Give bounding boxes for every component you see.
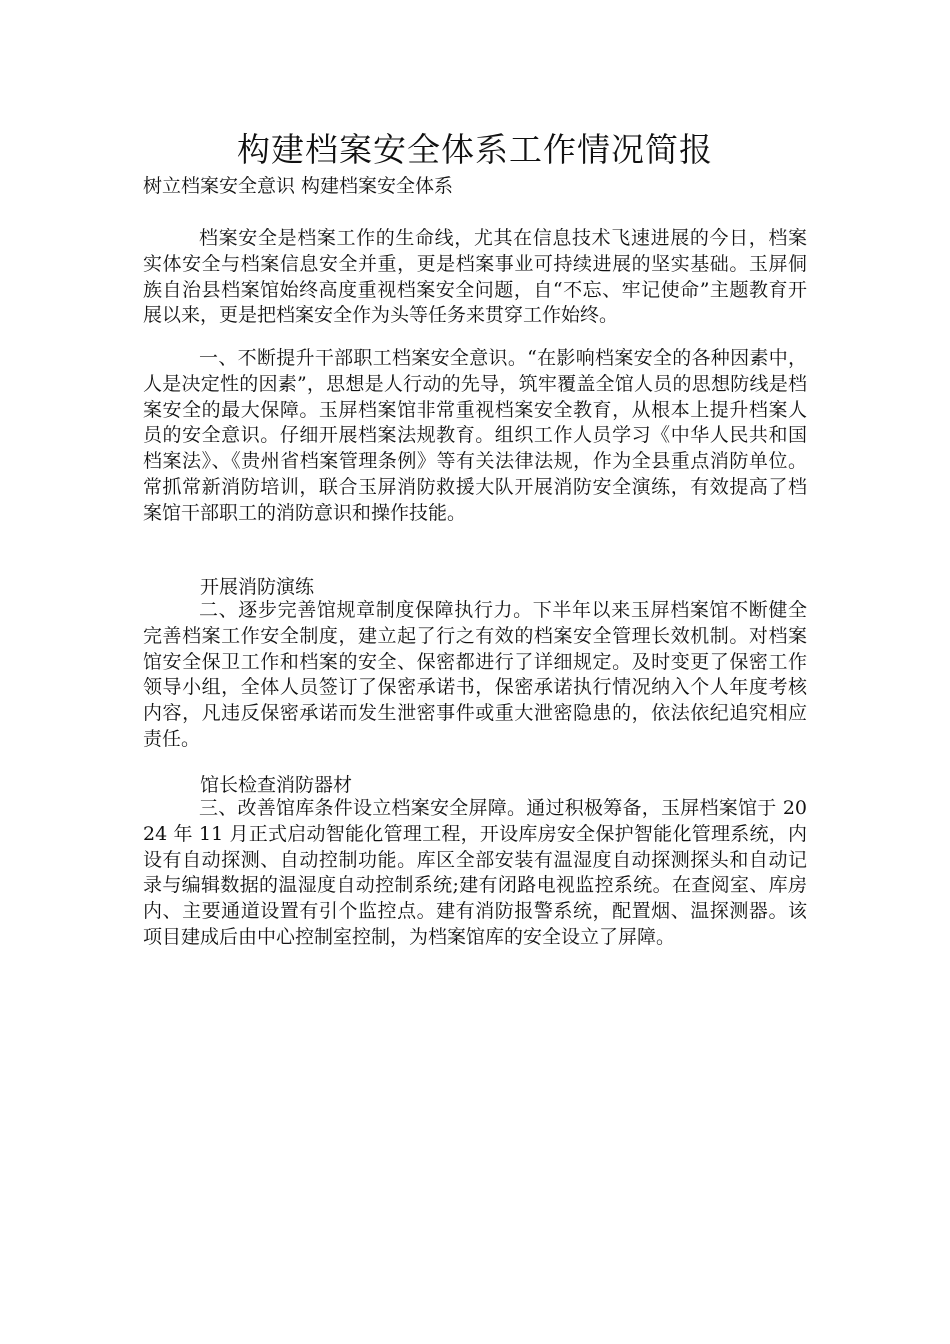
section-1-paragraph: 一、不断提升干部职工档案安全意识。“在影响档案安全的各种因素中，人是决定性的因素”，思想是人行动的先导，筑牢覆盖全馆人员的思想防线是档案安全的最大保障。玉屏档案馆非常重视档案安全教育，从根本上提升档案人员的安全意识。仔细开展档案法规教育。组织工作人员学习《中华人民共和国档案法》、《贵州省档案管理条例》等有关法律法规，作为全县重点消防单位。常抓常新消防培训，联合玉屏消防救援大队开展消防安全演练，有效提高了档案馆干部职工的消防意识和操作技能。 <box>143 347 807 524</box>
photo-caption-fire-drill: 开展消防演练 <box>200 576 315 598</box>
section-2-paragraph: 二、逐步完善馆规章制度保障执行力。下半年以来玉屏档案馆不断健全完善档案工作安全制度，建立起了行之有效的档案安全管理长效机制。对档案馆安全保卫工作和档案的安全、保密都进行了详细规定。及时变更了保密工作领导小组，全体人员签订了保密承诺书，保密承诺执行情况纳入个人年度考核内容，凡违反保密承诺而发生泄密事件或重大泄密隐患的，依法依纪追究相应责任。 <box>143 599 807 750</box>
intro-paragraph: 档案安全是档案工作的生命线，尤其在信息技术飞速进展的今日，档案实体安全与档案信息安全并重，更是档案事业可持续进展的坚实基础。玉屏侗族自治县档案馆始终高度重视档案安全问题，自“不忘、牢记使命”主题教育开展以来，更是把档案安全作为头等任务来贯穿工作始终。 <box>143 227 807 327</box>
document-title: 构建档案安全体系工作情况简报 <box>237 130 713 169</box>
photo-caption-equipment-check: 馆长检查消防器材 <box>200 774 353 796</box>
section-3-paragraph: 三、改善馆库条件设立档案安全屏障。通过积极筹备，玉屏档案馆于 2024 年 11 月正式启动智能化管理工程，开设库房安全保护智能化管理系统，内设有自动探测、自动控制功能。库区全部安装有温湿度自动探测探头和自动记录与编辑数据的温湿度自动控制系统;建有闭路电视监控系统。在查阅室、库房内、主要通道设置有引个监控点。建有消防报警系统，配置烟、温探测器。该项目建成后由中心控制室控制，为档案馆库的安全设立了屏障。 <box>143 797 807 948</box>
document-subtitle: 树立档案安全意识 构建档案安全体系 <box>143 175 454 197</box>
